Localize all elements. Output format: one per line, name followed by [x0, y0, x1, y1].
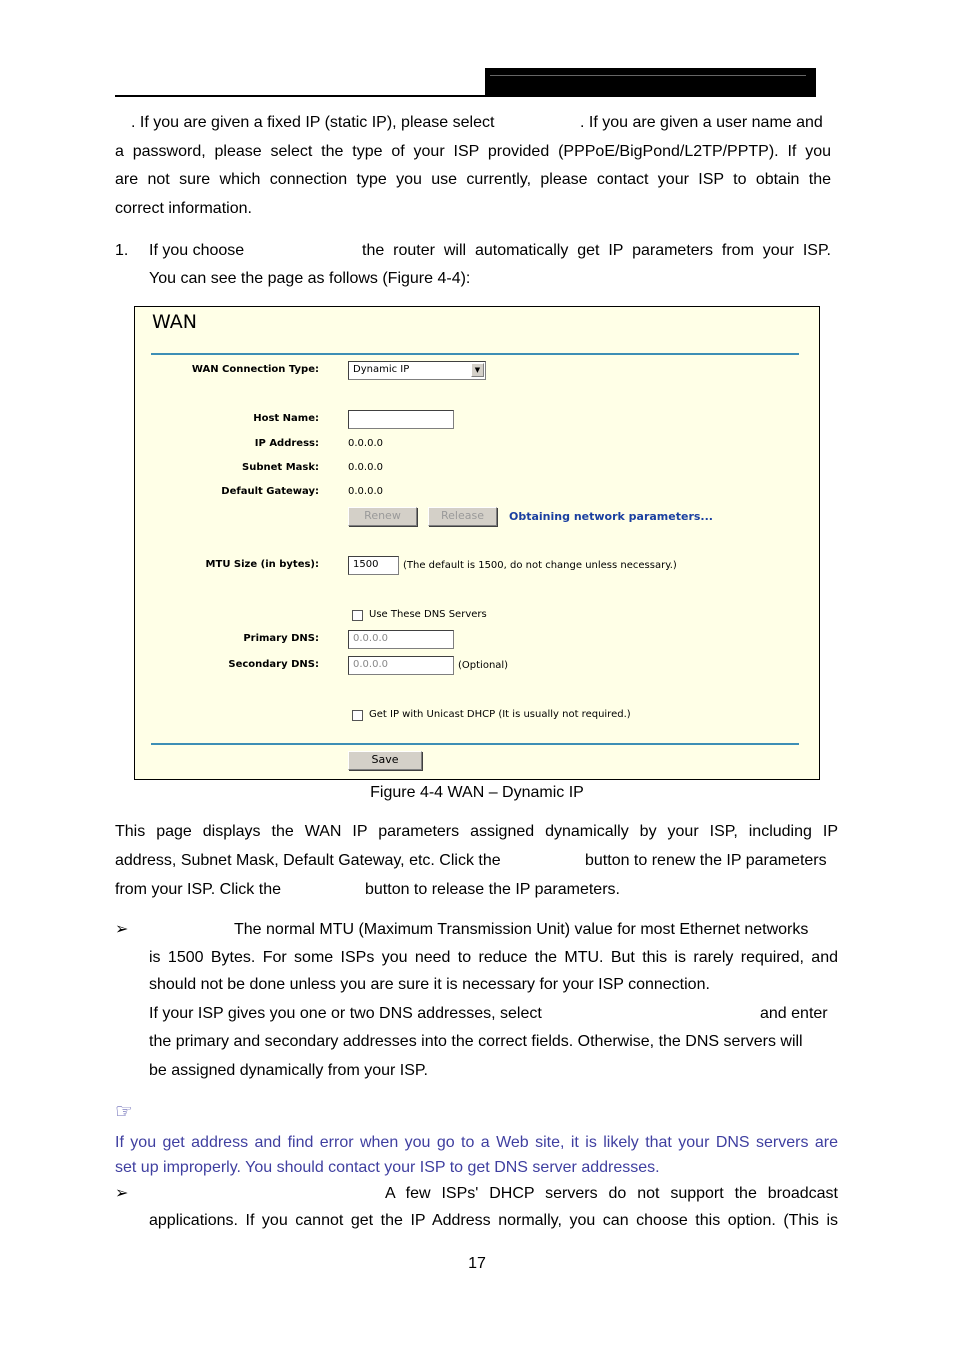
intro-line1-a: . If you are given a fixed IP (static IP), please select [131, 114, 495, 131]
subnet-mask-value: 0.0.0.0 [348, 462, 383, 473]
bullet-arrow-icon: ➢ [115, 921, 129, 938]
optional-hint: (Optional) [458, 660, 509, 671]
mtu-hint: (The default is 1500, do not change unless necessary.) [403, 560, 677, 571]
bullet-dns-line5: the primary and secondary addresses into the correct fields. Otherwise, the DNS servers will [149, 1033, 803, 1050]
wan-title: WAN [152, 311, 197, 333]
header-rule [115, 95, 487, 97]
para1-line3-a: from your ISP. Click the [115, 881, 281, 898]
bullet-mtu-line3: should not be done unless you are sure it is necessary for your ISP connection. [149, 976, 710, 993]
intro-line3: are not sure which connection type you use currently, please contact your ISP to obtain the [115, 171, 831, 188]
header-bar [485, 68, 816, 97]
page-number: 17 [468, 1255, 486, 1272]
item1-line2: You can see the page as follows (Figure 4-4): [149, 270, 471, 287]
renew-button[interactable]: Renew [348, 507, 417, 526]
default-gateway-label: Default Gateway: [221, 486, 319, 497]
host-name-input[interactable] [348, 410, 454, 429]
connection-type-value: Dynamic IP [353, 364, 410, 375]
secondary-dns-input[interactable]: 0.0.0.0 [348, 656, 454, 675]
bullet-unicast-line2: applications. If you cannot get the IP Address normally, you can choose this option. (This is [149, 1212, 838, 1229]
intro-line4: correct information. [115, 200, 252, 217]
bullet-arrow-icon: ➢ [115, 1185, 129, 1202]
unicast-dhcp-checkbox[interactable] [352, 710, 363, 721]
bullet-mtu-line1: The normal MTU (Maximum Transmission Unit) value for most Ethernet networks [234, 921, 809, 938]
bullet-dns-line4-a: If your ISP gives you one or two DNS addresses, select [149, 1005, 542, 1022]
primary-dns-input[interactable]: 0.0.0.0 [348, 630, 454, 649]
mtu-input[interactable]: 1500 [348, 556, 399, 575]
status-text: Obtaining network parameters... [509, 510, 713, 523]
primary-dns-label: Primary DNS: [243, 633, 319, 644]
chevron-down-icon[interactable]: ▼ [471, 363, 484, 377]
unicast-dhcp-label: Get IP with Unicast DHCP (It is usually not required.) [369, 709, 631, 720]
host-name-label: Host Name: [253, 413, 319, 424]
default-gateway-value: 0.0.0.0 [348, 486, 383, 497]
release-button[interactable]: Release [428, 507, 497, 526]
pointing-hand-icon: ☞ [115, 1099, 133, 1123]
intro-line1-b: . If you are given a user name and [580, 114, 823, 131]
save-button[interactable]: Save [348, 751, 422, 770]
bullet-unicast-line1: A few ISPs' DHCP servers do not support the broadcast [385, 1185, 838, 1202]
bullet-dns-line4-b: and enter [760, 1005, 828, 1022]
item1-line1-a: If you choose [149, 242, 245, 259]
ip-address-label: IP Address: [254, 438, 319, 449]
connection-type-label: WAN Connection Type: [191, 364, 319, 375]
para1-line2-a: address, Subnet Mask, Default Gateway, etc. Click the [115, 852, 501, 869]
wan-settings-panel [134, 306, 820, 780]
connection-type-select[interactable] [348, 361, 486, 380]
note-line2: set up improperly. You should contact your ISP to get DNS server addresses. [115, 1159, 660, 1176]
mtu-label: MTU Size (in bytes): [205, 559, 319, 570]
intro-line2: a password, please select the type of your ISP provided (PPPoE/BigPond/L2TP/PPTP). If you [115, 143, 831, 160]
figure-caption: Figure 4-4 WAN – Dynamic IP [370, 784, 584, 801]
bullet-mtu-line2: is 1500 Bytes. For some ISPs you need to reduce the MTU. But this is rarely required, and [149, 949, 838, 966]
para1-line1: This page displays the WAN IP parameters assigned dynamically by your ISP, including IP [115, 823, 838, 840]
para1-line3-b: button to release the IP parameters. [365, 881, 620, 898]
ip-address-value: 0.0.0.0 [348, 438, 383, 449]
use-dns-checkbox[interactable] [352, 610, 363, 621]
item1-line1-b: the router will automatically get IP parameters from your ISP. [362, 242, 831, 259]
secondary-dns-label: Secondary DNS: [228, 659, 319, 670]
para1-line2-b: button to renew the IP parameters [585, 852, 827, 869]
subnet-mask-label: Subnet Mask: [242, 462, 319, 473]
note-line1: If you get address and find error when you go to a Web site, it is likely that your DNS servers are [115, 1134, 838, 1151]
item1-number: 1. [115, 242, 129, 259]
bullet-dns-line6: be assigned dynamically from your ISP. [149, 1062, 428, 1079]
bottom-divider [151, 743, 799, 745]
top-divider [151, 353, 799, 355]
use-dns-label: Use These DNS Servers [369, 609, 487, 620]
